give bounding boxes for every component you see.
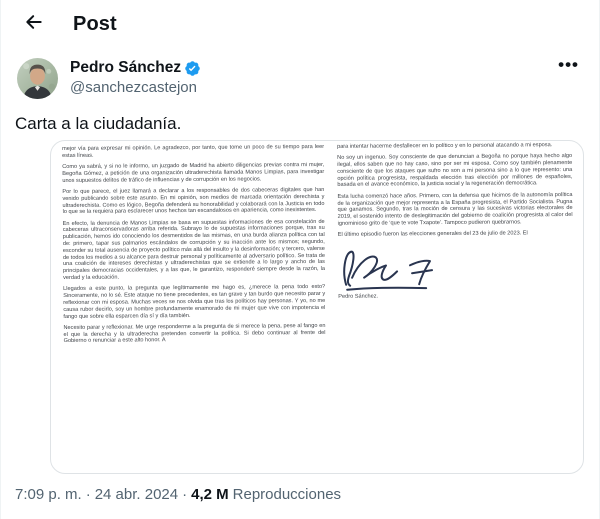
views-count: 4,2 M bbox=[191, 486, 229, 503]
avatar[interactable] bbox=[17, 58, 58, 99]
letter-paragraph: En efecto, la denuncia de Manos Limpias se basa en supuestas informaciones de esa constelación de cabeceras ultraconservadoras arriba referida. Subrayo lo de supuestas informaciones porque, tras su publicación, hemos ido conociendo los desmentidos de las mismas, en una burda alianza política con tal de: primero, tapar sus palmarios escándalos de corrupción y su inacción ante los mismos; segundo, esconder su total ausencia de proyecto político más allá del insulto y la desinformación; y tercero, valerse de todos los medios a su alcance para destruir personal y políticamente al adversario político. Se trata de una coalición de intereses derechistas y ultraderechistas que se extiende a lo largo y ancho de las principales democracias occidentales, y a las que, le garantizo, responderé siempre desde la razón, la verdad y la educación. bbox=[62, 218, 326, 282]
post-date[interactable]: 24 abr. 2024 bbox=[94, 486, 179, 503]
post-image-letter[interactable] bbox=[50, 140, 584, 474]
top-nav bbox=[1, 0, 599, 48]
letter-paragraph: Por lo que parece, el juez llamará a declarar a los responsables de dos cabeceras digitales que han venido publicando sobre este asunto. En mi opinión, son medios de marcada orientación derechista y ultraderechista. Como es lógico, Begoña defenderá su honorabilidad y colaborará con la Justicia en todo lo que se la requiera para esclarecer unos hechos tan escandalosos en apariencia, como inexistentes. bbox=[62, 186, 325, 216]
signature-scrawl bbox=[338, 244, 458, 293]
post-footer bbox=[1, 481, 599, 503]
letter-paragraph: Como ya sabrá, y si no le informo, un juzgado de Madrid ha abierto diligencias previas contra mi mujer, Begoña Gómez, a petición de una organización ultraderechista llamada Manos Limpias, para investigar unos supuestos delitos de tráfico de influencias y de corrupción en los negocios. bbox=[62, 162, 325, 184]
letter-paragraph: El último episodio fueron las elecciones generales del 23 de julio de 2023. El bbox=[337, 230, 528, 239]
verified-badge-icon bbox=[184, 60, 201, 77]
letter-paragraph: mejor vía para expresar mi opinión. Le agradezco, por tanto, que tome un poco de su tiempo para leer estas líneas. bbox=[62, 143, 325, 159]
letter-paragraph: para intentar hacerme desfallecer en lo político y en lo personal atacando a mi esposa. bbox=[337, 142, 553, 150]
letter-paragraph: Necesito parar y reflexionar. Me urge responderme a la pregunta de si merece la pena, pese al fango en el que la derecha y la ultraderecha pretenden convertir la política. Si debo continuar al frente del Gobierno o renunciar a este alto honor. A bbox=[63, 322, 326, 345]
letter-paragraph: Llegados a este punto, la pregunta que legítimamente me hago es, ¿merece la pena todo esto? Sinceramente, no lo sé. Este ataque no tiene precedentes, es tan grave y tan burdo que necesito parar y reflexionar con mi esposa. Muchas veces se nos olvida que tras los políticos hay personas. Y yo, no me causa rubor decirlo, soy un hombre profundamente enamorado de mi mujer que vive con impotencia el fango que sobre ella esparcen día sí y día también. bbox=[63, 284, 326, 320]
page-title: Post bbox=[73, 12, 117, 35]
letter-page bbox=[51, 140, 584, 350]
signature-block bbox=[338, 243, 573, 301]
author-handle[interactable]: @sanchezcastejon bbox=[70, 79, 197, 96]
signature-name: Pedro Sánchez. bbox=[338, 293, 379, 300]
letter-left-column bbox=[62, 144, 326, 350]
letter-paragraph: No soy un ingenuo. Soy consciente de que denuncian a Begoña no porque haya hecho algo ilegal, ellos saben que no hay caso, sino por ser mi esposa. Como soy también plenamente consciente de que los ataques que sufro no son a mi persona sino a lo que represento: una opción política progresista, respaldada elección tras elección por millones de españoles, basada en el avance económico, la justicia social y la regeneración democrática. bbox=[337, 153, 573, 189]
author-name[interactable]: Pedro Sánchez bbox=[70, 59, 182, 76]
author-meta bbox=[70, 58, 554, 97]
letter-paragraph: Esta lucha comenzó hace años. Primero, con la defensa que hicimos de la autonomía política de la organización que mejor representa a la España progresista, el Partido Socialista. Pugna que ganamos. Segundo, tras la moción de censura y las sucesivas victorias electorales de 2019, el sostenido intento de deslegitimación del gobierno de coalición progresista al calor del ignominioso grito de ‘que te vote Txapote’. Tampoco pudieron quebrarnos. bbox=[337, 191, 573, 227]
post-time[interactable]: 7:09 p. m. bbox=[15, 486, 82, 503]
separator-dot: · bbox=[85, 486, 91, 503]
post-text: Carta a la ciudadanía. bbox=[15, 114, 182, 133]
back-button[interactable] bbox=[17, 7, 51, 41]
back-arrow-icon bbox=[24, 12, 44, 37]
views-label: Reproducciones bbox=[232, 486, 342, 503]
letter-right-paragraphs bbox=[337, 142, 573, 239]
more-options-icon[interactable]: ••• bbox=[558, 55, 579, 74]
author-row bbox=[1, 48, 599, 99]
letter-right-column bbox=[337, 142, 574, 348]
separator-dot: · bbox=[182, 486, 188, 503]
